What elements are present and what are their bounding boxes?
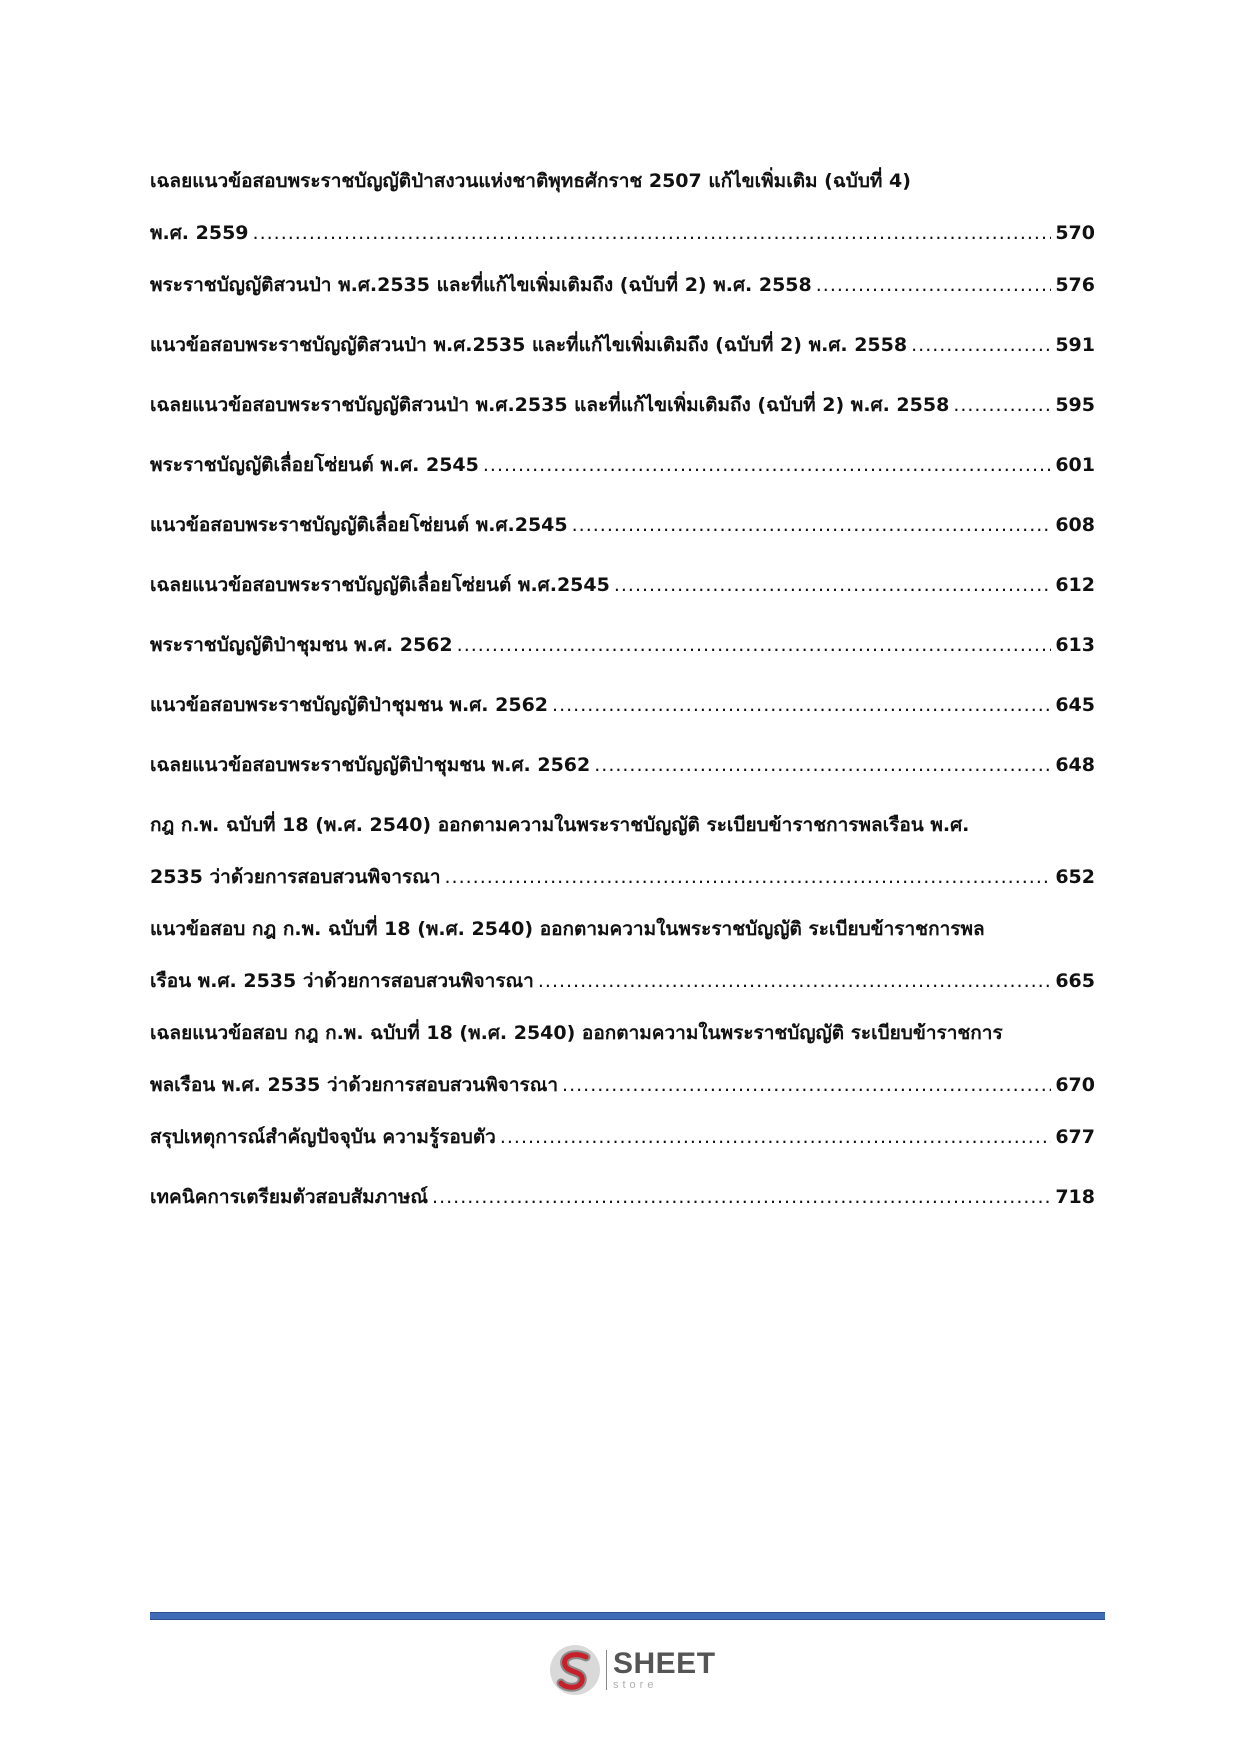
toc-entry-title: พระราชบัญญัติป่าชุมชน พ.ศ. 2562 [150,634,453,656]
dot-leader [953,379,1051,431]
dot-leader [572,499,1052,551]
toc-entry-page: 670 [1055,1074,1095,1096]
dot-leader [816,259,1052,311]
toc-entry-page: 648 [1055,754,1095,776]
toc-entry[interactable] [150,259,1095,319]
toc-entry[interactable] [150,559,1095,619]
toc-entry[interactable] [150,1111,1095,1171]
dot-leader [538,955,1051,1007]
logo-separator [606,1650,607,1690]
toc-entry[interactable] [150,679,1095,739]
toc-entry-page: 677 [1055,1126,1095,1148]
sheet-store-logo-icon [548,1643,602,1697]
dot-leader [253,207,1052,259]
toc-entry-page: 665 [1055,970,1095,992]
toc-entry-title: 2535 ว่าด้วยการสอบสวนพิจารณา [150,866,441,888]
toc-entry-title: เรือน พ.ศ. 2535 ว่าด้วยการสอบสวนพิจารณา [150,970,534,992]
toc-entry-title-line1: เฉลยแนวข้อสอบ กฎ ก.พ. ฉบับที่ 18 (พ.ศ. 2540) ออกตามความในพระราชบัญญัติ ระเบียบข้าราชการ [150,1022,1003,1044]
logo-wordmark: SHEET [613,1647,716,1680]
toc-entry-title: พลเรือน พ.ศ. 2535 ว่าด้วยการสอบสวนพิจารณา [150,1074,559,1096]
toc-entry-title: เฉลยแนวข้อสอบพระราชบัญญัติป่าชุมชน พ.ศ. 2562 [150,754,591,776]
toc-entry-title: เทคนิคการเตรียมตัวสอบสัมภาษณ์ [150,1186,429,1208]
logo-text [613,1649,716,1691]
toc-entry-page: 652 [1055,866,1095,888]
dot-leader [911,319,1051,371]
toc-entry-page: 612 [1055,574,1095,596]
toc-entry[interactable] [150,1171,1095,1231]
toc-entry-page: 601 [1055,454,1095,476]
dot-leader [614,559,1052,611]
toc-entry-title: พ.ศ. 2559 [150,222,249,244]
toc-entry[interactable] [150,319,1095,379]
toc-entry[interactable] [150,439,1095,499]
dot-leader [594,739,1051,791]
toc-entry-title: พระราชบัญญัติเลื่อยโซ่ยนต์ พ.ศ. 2545 [150,454,479,476]
toc-entry[interactable] [150,903,1095,1007]
toc-entry-page: 645 [1055,694,1095,716]
toc-entry-title-line1: แนวข้อสอบ กฎ ก.พ. ฉบับที่ 18 (พ.ศ. 2540) ออกตามความในพระราชบัญญัติ ระเบียบข้าราชการพล [150,918,985,940]
toc-entry-title: เฉลยแนวข้อสอบพระราชบัญญัติเลื่อยโซ่ยนต์ พ.ศ.2545 [150,574,610,596]
toc-entry[interactable] [150,155,1095,259]
dot-leader [457,619,1052,671]
toc-entry-page: 591 [1055,334,1095,356]
toc-entry[interactable] [150,379,1095,439]
dot-leader [432,1171,1051,1223]
toc-entry-title: แนวข้อสอบพระราชบัญญัติสวนป่า พ.ศ.2535 และที่แก้ไขเพิ่มเติมถึง (ฉบับที่ 2) พ.ศ. 2558 [150,334,908,356]
toc-entry[interactable] [150,499,1095,559]
toc-entry-title-line1: เฉลยแนวข้อสอบพระราชบัญญัติป่าสงวนแห่งชาติพุทธศักราช 2507 แก้ไขเพิ่มเติม (ฉบับที่ 4) [150,170,911,192]
toc-entry-page: 718 [1055,1186,1095,1208]
toc-entry[interactable] [150,739,1095,799]
toc-entry-page: 613 [1055,634,1095,656]
sheet-store-logo [548,1640,728,1700]
dot-leader [483,439,1051,491]
toc-entry-page: 608 [1055,514,1095,536]
dot-leader [500,1111,1051,1163]
toc-entry-page: 576 [1055,274,1095,296]
toc-entry-title: สรุปเหตุการณ์สำคัญปัจจุบัน ความรู้รอบตัว [150,1126,496,1148]
toc-entry-title: เฉลยแนวข้อสอบพระราชบัญญัติสวนป่า พ.ศ.2535 และที่แก้ไขเพิ่มเติมถึง (ฉบับที่ 2) พ.ศ. 2558 [150,394,950,416]
toc-entry-title: แนวข้อสอบพระราชบัญญัติเลื่อยโซ่ยนต์ พ.ศ.2545 [150,514,568,536]
toc-entry-page: 570 [1055,222,1095,244]
toc-entry-title: พระราชบัญญัติสวนป่า พ.ศ.2535 และที่แก้ไขเพิ่มเติมถึง (ฉบับที่ 2) พ.ศ. 2558 [150,274,812,296]
toc-entry[interactable] [150,619,1095,679]
toc-entry-page: 595 [1055,394,1095,416]
toc-entry[interactable] [150,1007,1095,1111]
dot-leader [552,679,1051,731]
toc-entry[interactable] [150,799,1095,903]
footer-divider [150,1612,1105,1620]
dot-leader [445,851,1052,903]
dot-leader [562,1059,1051,1111]
toc-entry-title: แนวข้อสอบพระราชบัญญัติป่าชุมชน พ.ศ. 2562 [150,694,549,716]
logo-subtext: store [613,1679,658,1691]
toc-entry-title-line1: กฎ ก.พ. ฉบับที่ 18 (พ.ศ. 2540) ออกตามความในพระราชบัญญัติ ระเบียบข้าราชการพลเรือน พ.ศ. [150,814,970,836]
table-of-contents [150,155,1095,1231]
